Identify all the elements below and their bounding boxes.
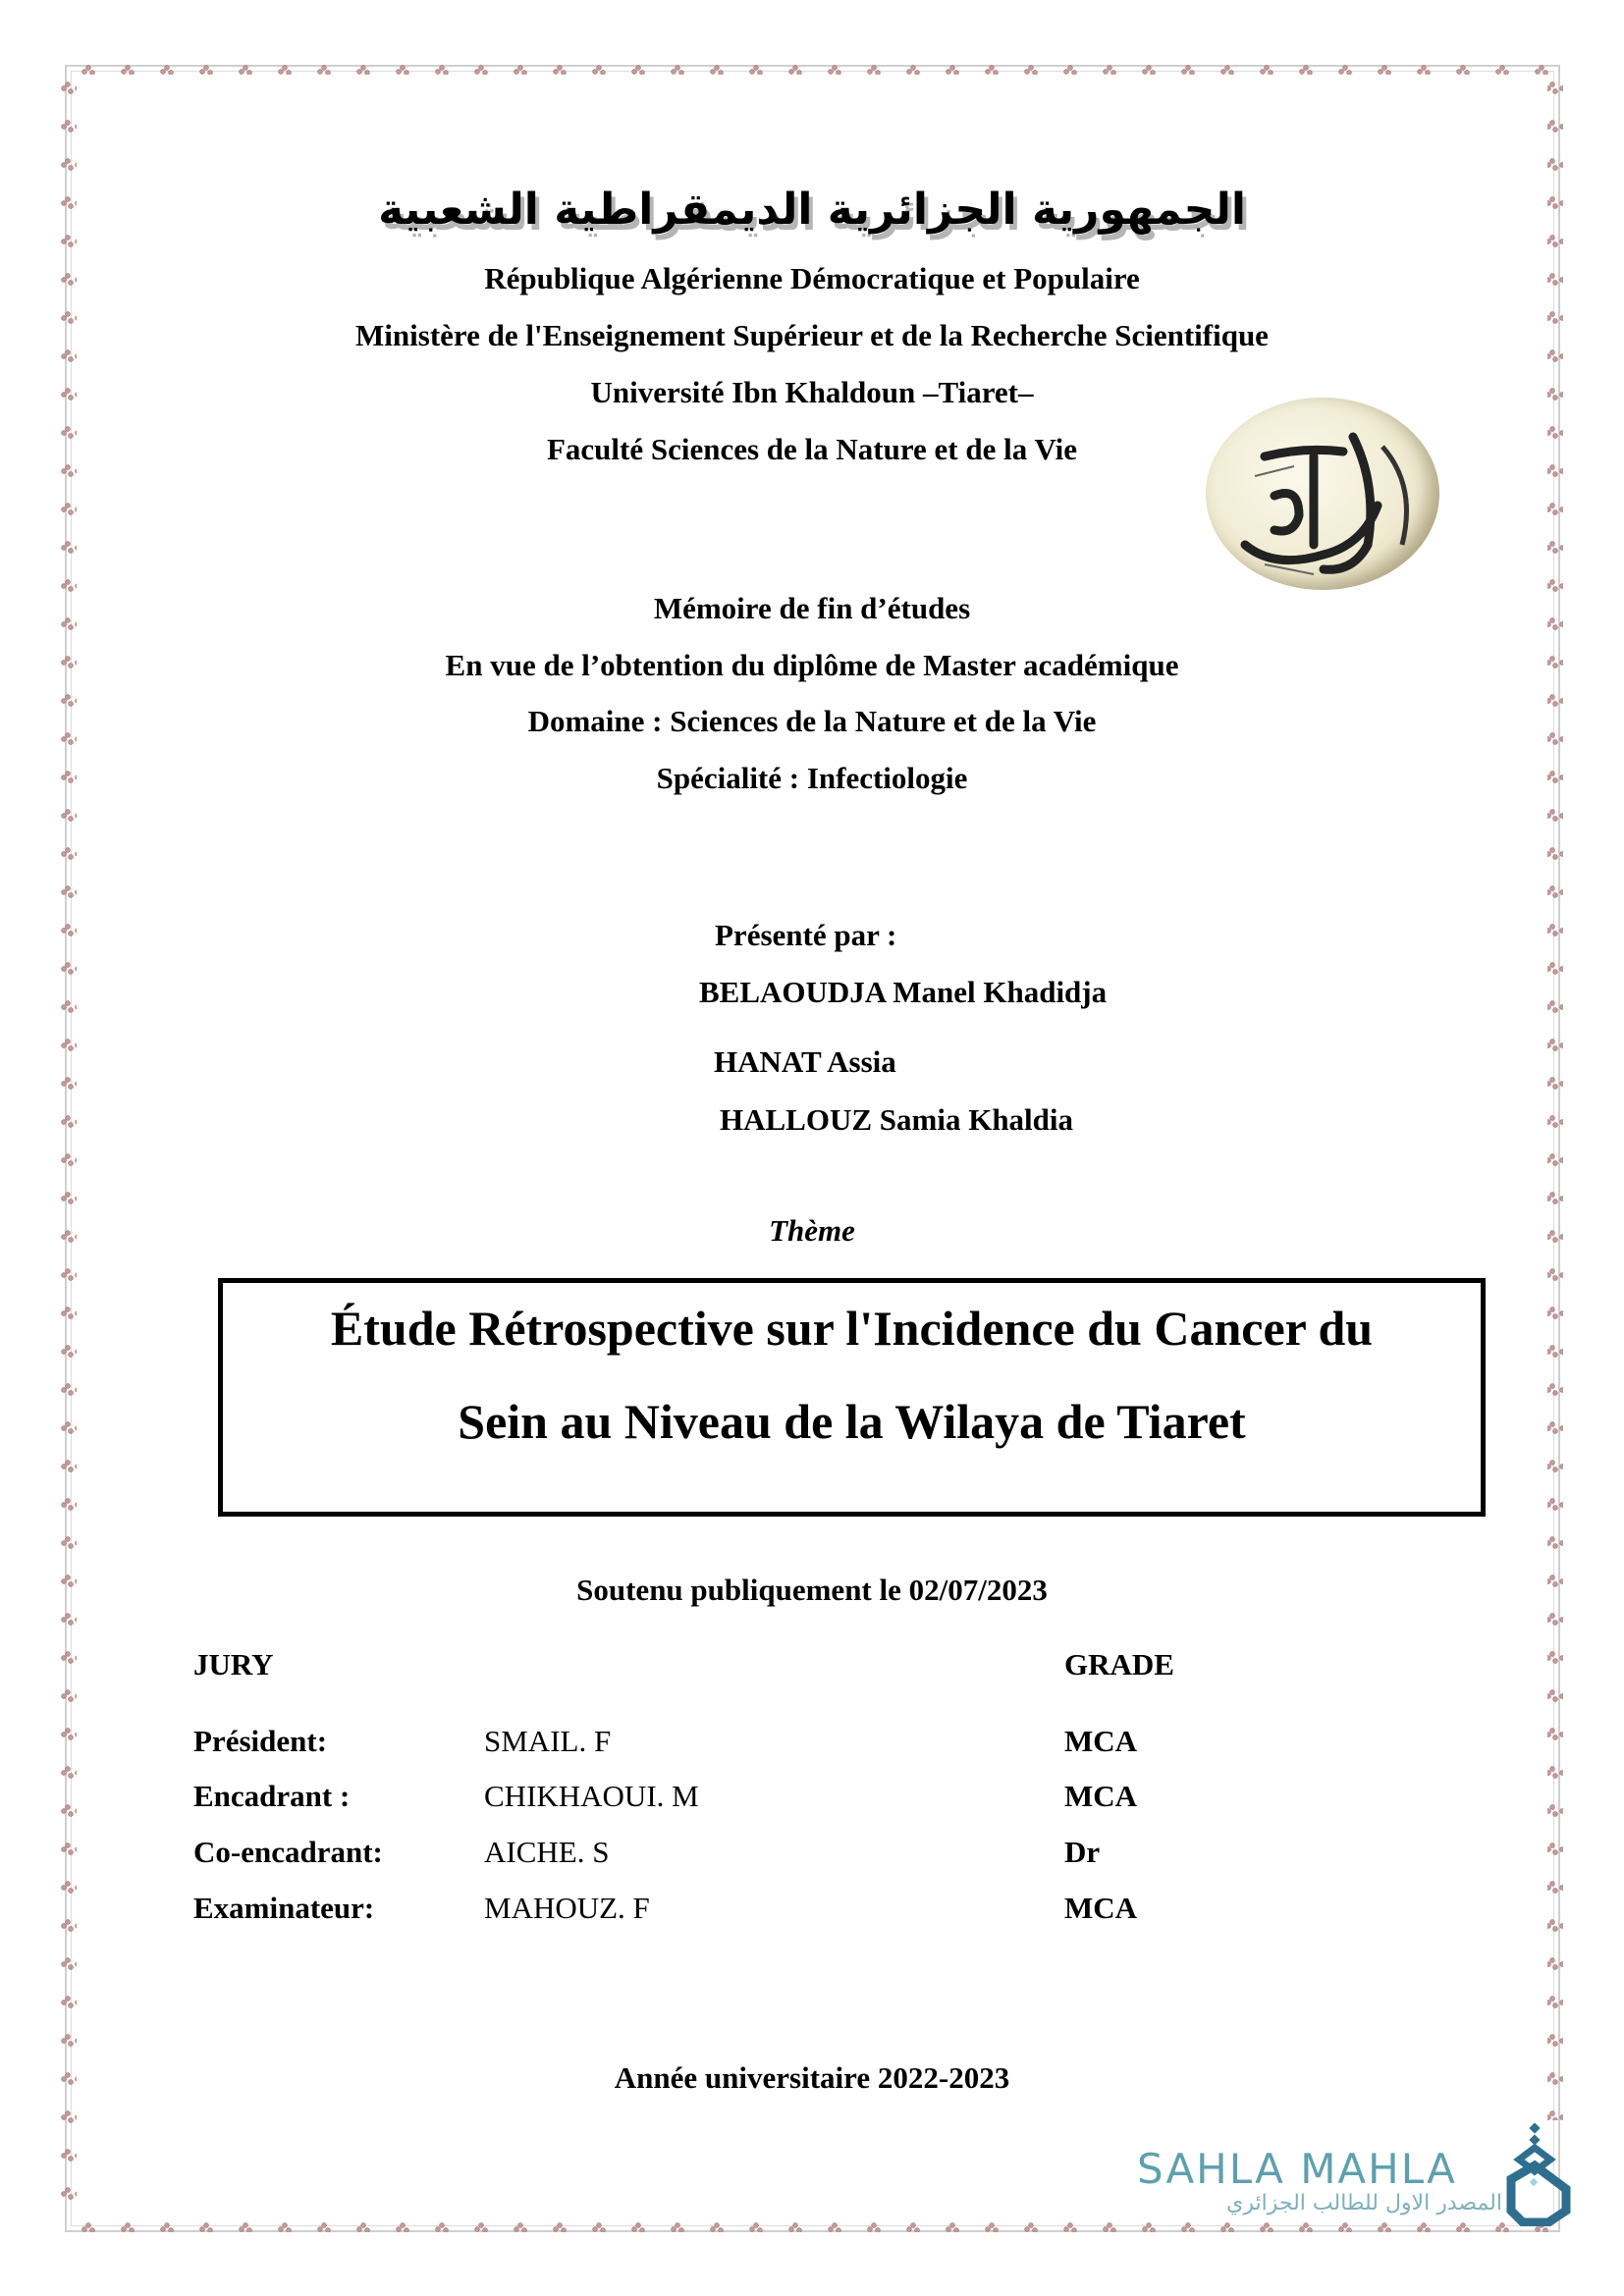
presented-by-label: Présenté par :	[715, 918, 897, 952]
jury-role: Encadrant :	[193, 1779, 351, 1813]
jury-grade: Dr	[1064, 1835, 1101, 1869]
watermark-tagline: المصدر الاول للطالب الجزائري	[1226, 2191, 1502, 2216]
sahla-mahla-logo-icon	[1505, 2120, 1572, 2226]
ministry-name: Ministère de l'Enseignement Supérieur et de la Recherche Scientifique	[355, 318, 1269, 352]
jury-header: JURY	[193, 1647, 274, 1682]
thesis-specialty: Spécialité : Infectiologie	[656, 761, 968, 795]
presenter-name: BELAOUDJA Manel Khadidja	[699, 975, 1108, 1009]
university-name: Université Ibn Khaldoun –Tiaret–	[590, 375, 1034, 409]
thesis-title-line: Sein au Niveau de la Wilaya de Tiaret	[458, 1394, 1246, 1449]
jury-grade: MCA	[1064, 1779, 1138, 1813]
jury-name: SMAIL. F	[484, 1724, 612, 1758]
faculty-name: Faculté Sciences de la Nature et de la Vie	[546, 432, 1078, 466]
theme-label: Thème	[769, 1213, 855, 1248]
jury-grade: MCA	[1064, 1724, 1138, 1758]
jury-name: AICHE. S	[484, 1835, 610, 1869]
arabic-republic-title: الجمهورية الجزائرية الديمقراطية الشعبية	[378, 185, 1246, 235]
academic-year: Année universitaire 2022-2023	[614, 2060, 1010, 2095]
presenter-name: HANAT Assia	[714, 1044, 896, 1079]
seal-calligraphy-icon	[1206, 398, 1439, 590]
presenter-name: HALLOUZ Samia Khaldia	[720, 1102, 1074, 1137]
thesis-purpose: En vue de l’obtention du diplôme de Master académique	[445, 648, 1179, 682]
jury-role: Co-encadrant:	[193, 1835, 383, 1869]
jury-role: Examinateur:	[193, 1891, 375, 1925]
jury-role: Président:	[193, 1724, 328, 1758]
thesis-domain: Domaine : Sciences de la Nature et de la Vie	[527, 704, 1097, 738]
university-logo-seal	[1206, 398, 1439, 590]
watermark-brand: SAHLA MAHLA	[1137, 2145, 1457, 2193]
jury-name: MAHOUZ. F	[484, 1891, 650, 1925]
grade-header: GRADE	[1064, 1647, 1174, 1682]
republic-name: République Algérienne Démocratique et Populaire	[484, 261, 1140, 295]
defense-date: Soutenu publiquement le 02/07/2023	[576, 1573, 1048, 1607]
thesis-type: Mémoire de fin d’études	[653, 591, 971, 625]
jury-grade: MCA	[1064, 1891, 1138, 1925]
thesis-title-line: Étude Rétrospective sur l'Incidence du Cancer du	[330, 1301, 1374, 1356]
jury-name: CHIKHAOUI. M	[484, 1779, 699, 1813]
